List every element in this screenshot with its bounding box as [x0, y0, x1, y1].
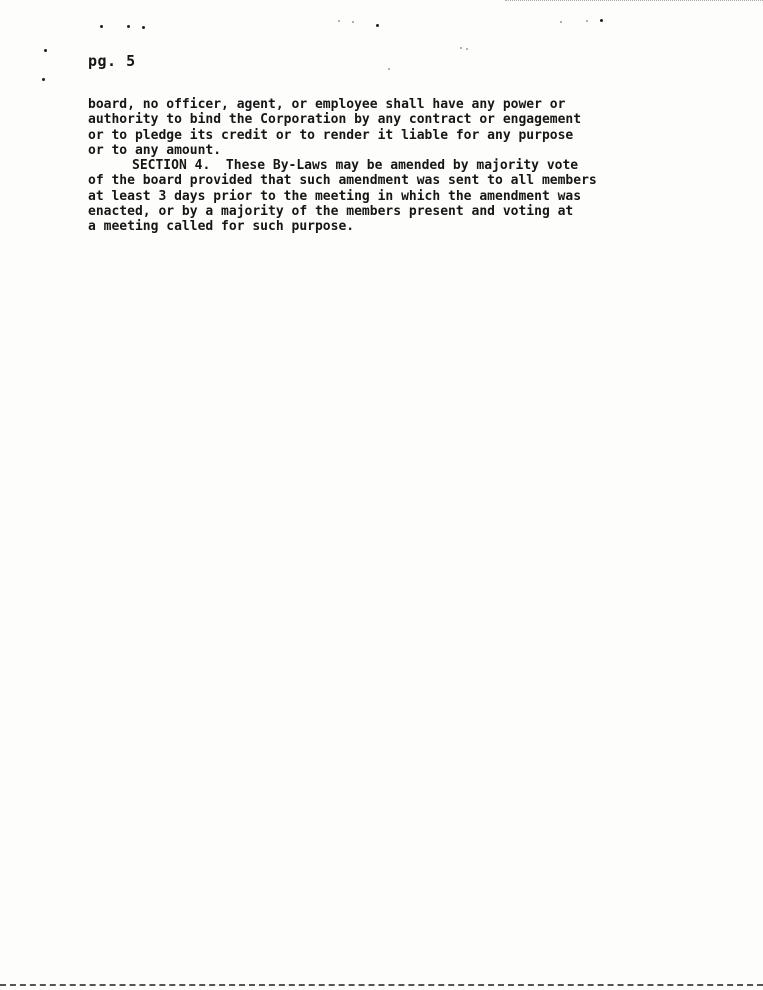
scan-speck [352, 21, 354, 23]
scan-speck [338, 20, 340, 22]
scan-speck [42, 78, 45, 81]
paragraph-section-4 [88, 158, 728, 234]
scan-speck [460, 47, 462, 49]
text-line: board, no officer, agent, or employee shall have any power or [88, 97, 566, 112]
text-line: or to pledge its credit or to render it liable for any purpose [88, 127, 574, 143]
text-line: of the board provided that such amendment was sent to all members [88, 173, 597, 189]
scan-speck [586, 20, 588, 22]
text-line: a meeting called for such purpose. [88, 219, 355, 235]
text-line: at least 3 days prior to the meeting in which the amendment was [88, 188, 582, 204]
scan-speck [142, 26, 145, 29]
text-line: authority to bind the Corporation by any contract or engagement [88, 112, 582, 128]
document-body [88, 97, 728, 235]
text-line: or to any amount. [88, 142, 222, 158]
scan-speck [388, 68, 390, 70]
scan-speck [127, 25, 130, 28]
text-line: enacted, or by a majority of the members present and voting at [88, 204, 574, 220]
scan-bottom-edge [0, 984, 763, 986]
scan-edge-dots [505, 0, 763, 3]
scan-speck [466, 48, 468, 50]
page-number: pg. 5 [88, 52, 136, 70]
scan-speck [376, 24, 379, 27]
scan-speck [560, 21, 562, 23]
text-line: SECTION 4. These By-Laws may be amended by majority vote [132, 158, 579, 174]
scan-speck [600, 19, 603, 22]
paragraph [88, 97, 728, 158]
scan-speck [44, 49, 47, 52]
scan-speck [100, 25, 103, 28]
